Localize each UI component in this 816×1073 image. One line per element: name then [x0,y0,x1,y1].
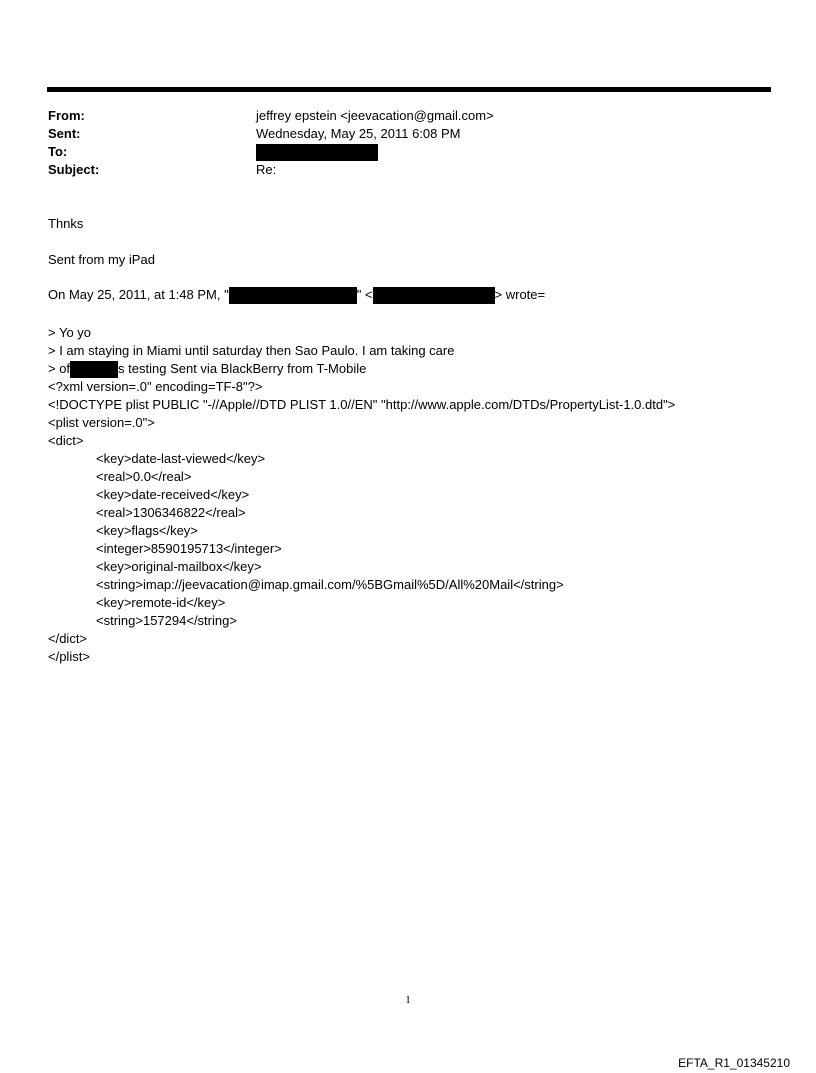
to-label: To: [48,144,68,159]
plist-line: <real>1306346822</real> [96,505,246,520]
plist-line: <!DOCTYPE plist PUBLIC "-//Apple//DTD PLIST 1.0//EN" "http://www.apple.com/DTDs/PropertyList-1.0.dtd"> [48,397,676,412]
plist-line: <key>date-last-viewed</key> [96,451,266,466]
redaction-bar [70,361,118,378]
plist-line: <key>date-received</key> [96,487,250,502]
body-line: Thnks [48,216,84,231]
plist-line: <dict> [48,433,84,448]
from-value: jeffrey epstein <jeevacation@gmail.com> [256,108,494,123]
quote-intro-mid: " < [356,287,373,302]
subject-label: Subject: [48,162,100,177]
plist-line: <plist version=.0"> [48,415,155,430]
plist-line: <key>remote-id</key> [96,595,226,610]
quoted-line: > I am staying in Miami until saturday then Sao Paulo. I am taking care [48,343,455,358]
quoted-line-end: s testing Sent via BlackBerry from T-Mobile [118,361,367,376]
plist-line: </plist> [48,649,90,664]
plist-line: <string>imap://jeevacation@imap.gmail.com/%5BGmail%5D/All%20Mail</string> [96,577,564,592]
quoted-line: > Yo yo [48,325,92,340]
redaction-bar [373,287,495,304]
to-value [256,143,378,161]
redaction-bar [229,287,357,304]
quote-intro [48,286,545,304]
sent-value: Wednesday, May 25, 2011 6:08 PM [256,126,461,141]
from-label: From: [48,108,85,123]
sent-label: Sent: [48,126,81,141]
page-number: 1 [405,994,411,1006]
plist-line: <key>original-mailbox</key> [96,559,262,574]
quote-intro-end: > wrote= [494,287,546,302]
redaction-bar [256,144,378,161]
quoted-line-start: > of [48,361,71,376]
plist-line: <string>157294</string> [96,613,237,628]
quoted-line [48,360,366,378]
plist-line: <?xml version=.0" encoding=TF-8"?> [48,379,263,394]
plist-line: <integer>8590195713</integer> [96,541,282,556]
subject-value: Re: [256,162,277,177]
bates-number: EFTA_R1_01345210 [678,1056,790,1070]
plist-line: </dict> [48,631,88,646]
body-line: Sent from my iPad [48,252,155,267]
header-rule [47,87,771,92]
plist-line: <key>flags</key> [96,523,198,538]
plist-line: <real>0.0</real> [96,469,192,484]
quote-intro-start: On May 25, 2011, at 1:48 PM, " [48,287,229,302]
